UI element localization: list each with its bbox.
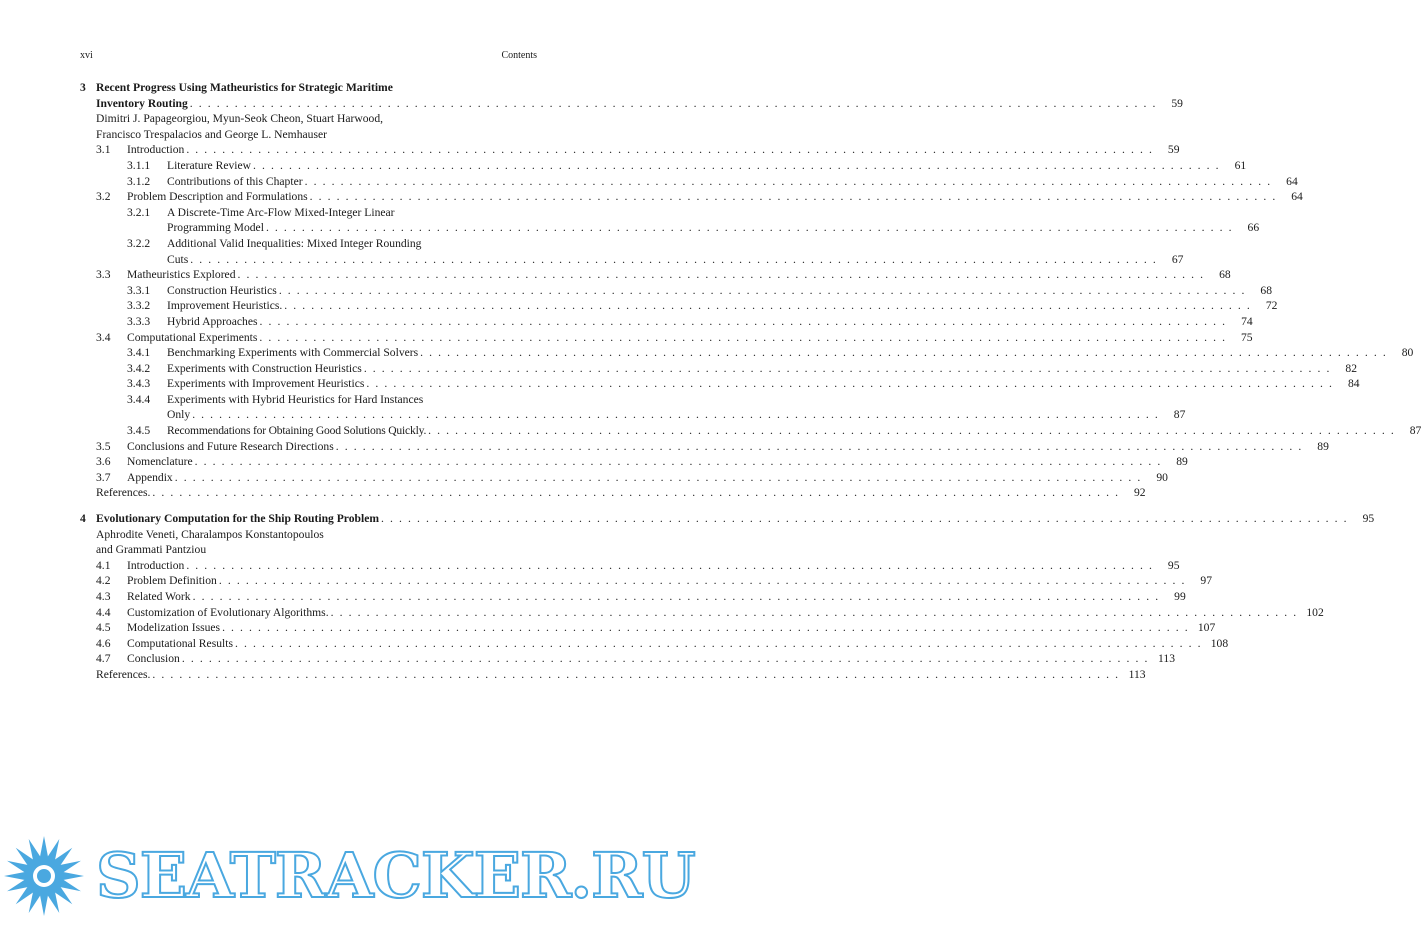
section-number: 4.3 [96,590,111,603]
dot-leader [190,96,1157,112]
section-title: Experiments with Construction Heuristics [167,361,362,375]
toc-section-3-3[interactable] [80,267,1231,283]
chapter-title: Inventory Routing [96,96,188,110]
watermark-text: SEATRACKER.RU [96,839,695,912]
page-number: 102 [1306,605,1324,619]
page-number: 113 [1128,667,1146,681]
section-number: 3.4.3 [127,377,151,391]
dot-leader [259,330,1226,346]
toc-references-ch4[interactable] [80,667,1146,683]
section-number: 3.3 [96,268,111,282]
page-number: 61 [1234,158,1247,172]
toc-subsection-3-1-1[interactable] [80,158,1247,174]
dot-leader [331,605,1298,621]
toc-subsection-3-2-2[interactable] [80,236,1184,267]
toc-section-3-2[interactable] [80,189,1303,205]
dot-leader [152,667,1119,683]
section-title: Matheuristics Explored [127,268,236,282]
section-number: 4.6 [96,636,111,650]
chapter-authors: Dimitri J. Papageorgiou, Myun-Seok Cheon, Stuart Harwood, [96,112,384,126]
page-number: 92 [1133,486,1146,500]
page-number: 82 [1345,361,1357,375]
chapter-authors: Aphrodite Veneti, Charalampos Konstantopoulos [96,527,324,541]
toc-subsection-3-4-2[interactable] [80,361,1357,377]
section-number: 3.2.2 [127,236,151,250]
page-number: 107 [1197,621,1216,635]
section-title: Benchmarking Experiments with Commercial Solvers [167,346,419,360]
chapter-authors: Francisco Trespalacios and George L. Nemhauser [96,127,327,141]
toc-section-4-3[interactable] [80,589,1186,605]
section-number: 3.3.2 [127,299,151,313]
section-number: 4.7 [96,652,111,666]
section-title: Cuts [167,252,189,266]
section-title: Computational Experiments [127,330,258,344]
section-number: 3.7 [96,470,111,484]
dot-leader [336,439,1303,455]
section-title: Computational Results [127,636,233,650]
section-number: 3.4.2 [127,361,151,375]
toc-section-3-5[interactable] [80,439,1329,455]
dot-leader [186,142,1153,158]
section-number: 3.1.2 [127,174,151,188]
dot-leader [420,345,1387,361]
section-number: 3.3.1 [127,283,151,297]
section-number: 4.5 [96,621,111,635]
page-number: 59 [1171,96,1183,110]
section-number: 3.3.3 [127,314,151,328]
toc-subsection-3-2-1[interactable] [80,205,1260,236]
chapter-number: 4 [80,512,86,526]
section-title: Experiments with Improvement Heuristics [167,377,365,391]
dot-leader [253,158,1220,174]
dot-leader [259,314,1226,330]
section-title: References. [96,667,151,681]
dot-leader [192,407,1159,423]
dot-leader [279,283,1246,299]
page-number: 113 [1158,652,1175,666]
dot-leader [238,267,1205,283]
section-number: 3.4 [96,330,111,344]
dot-leader [219,573,1186,589]
toc-subsection-3-1-2[interactable] [80,174,1298,190]
chapter-3-entry[interactable] [80,80,1183,142]
dot-leader [364,361,1331,377]
page-number: 64 [1291,190,1303,204]
dot-leader [175,470,1142,486]
page-number: 84 [1347,377,1360,391]
section-title: Nomenclature [127,455,193,469]
section-title: Experiments with Hybrid Heuristics for Hard Instances [167,392,424,406]
dot-leader [195,454,1162,470]
section-title: Conclusion [127,652,180,666]
toc-references-ch3[interactable] [80,485,1146,501]
section-title: Appendix [127,470,173,484]
dot-leader [428,423,1395,439]
page-number: 64 [1286,174,1298,188]
dot-leader [186,558,1153,574]
page-number: 87 [1173,408,1186,422]
table-of-contents [80,80,1421,683]
page-number: 89 [1176,455,1188,469]
section-number: 3.6 [96,455,111,469]
running-header-page-number: xvi [80,50,93,61]
section-title: Programming Model [167,221,264,235]
chapter-authors: and Grammati Pantziou [96,543,207,557]
section-title: Introduction [127,143,185,157]
chapter-title: Evolutionary Computation for the Ship Routing Problem [96,512,380,526]
section-title: Customization of Evolutionary Algorithms. [127,605,329,619]
section-number: 3.4.4 [127,392,151,406]
running-header-title: Contents [501,50,537,61]
section-number: 4.2 [96,574,111,588]
dot-leader [305,174,1272,190]
section-title: References. [96,486,151,500]
section-title: Improvement Heuristics. [167,299,283,313]
toc-section-3-6[interactable] [80,454,1188,470]
page-number: 95 [1362,512,1375,526]
section-number: 3.1.1 [127,158,151,172]
page-number: 74 [1241,314,1253,328]
dot-leader [310,189,1277,205]
toc-subsection-3-4-5[interactable] [80,423,1421,439]
dot-leader [190,252,1157,268]
section-number: 4.4 [96,605,111,619]
page-number: 108 [1210,636,1229,650]
page-number: 95 [1167,558,1180,572]
toc-subsection-3-4-4[interactable] [80,392,1186,423]
section-number: 3.2 [96,190,111,204]
page-number: 68 [1260,283,1272,297]
page-number: 97 [1200,574,1213,588]
dot-leader [182,651,1149,667]
toc-section-4-6[interactable] [80,636,1229,652]
chapter-number: 3 [80,81,86,94]
page-number: 67 [1171,252,1184,266]
page-number: 80 [1401,346,1414,360]
section-title: Contributions of this Chapter [167,174,303,188]
section-title: Modelization Issues [127,621,221,635]
toc-subsection-3-3-2[interactable] [80,298,1278,314]
toc-subsection-3-3-3[interactable] [80,314,1253,330]
section-title: Literature Review [167,158,252,172]
section-title: Only [167,408,191,422]
toc-section-3-4[interactable] [80,330,1253,346]
section-title: Hybrid Approaches [167,314,258,328]
dot-leader [193,589,1160,605]
toc-section-4-5[interactable] [80,620,1216,636]
section-number: 3.2.1 [127,205,151,219]
page-number: 89 [1317,439,1329,453]
page-number: 75 [1241,330,1253,344]
toc-section-4-4[interactable] [80,605,1324,621]
page-number: 66 [1247,221,1260,235]
toc-subsection-3-4-3[interactable] [80,376,1360,392]
page-number: 99 [1174,590,1186,603]
dot-leader [366,376,1333,392]
section-title: A Discrete-Time Arc-Flow Mixed-Integer Linear [167,205,395,219]
toc-subsection-3-3-1[interactable] [80,283,1272,299]
section-title: Recommendations for Obtaining Good Solutions Quickly. [167,424,427,438]
section-number: 3.4.1 [127,346,151,360]
chapter-title: Recent Progress Using Matheuristics for Strategic Maritime [96,81,393,94]
section-number: 3.1 [96,143,111,157]
page-number: 87 [1409,424,1421,438]
section-number: 3.4.5 [127,424,151,438]
toc-section-3-7[interactable] [80,470,1168,486]
page-number: 72 [1265,299,1278,313]
section-number: 3.5 [96,439,111,453]
toc-subsection-3-4-1[interactable] [80,345,1414,361]
toc-section-4-1[interactable] [80,558,1180,574]
dot-leader [152,485,1119,501]
section-title: Introduction [127,558,185,572]
section-title: Conclusions and Future Research Directions [127,439,334,453]
page-number: 59 [1167,143,1180,157]
chapter-4-entry[interactable] [80,511,1375,558]
section-number: 4.1 [96,558,111,572]
page-number: 90 [1156,470,1168,484]
dot-leader [266,220,1233,236]
section-title: Construction Heuristics [167,283,277,297]
section-title: Problem Description and Formulations [127,190,308,204]
section-title: Related Work [127,590,191,603]
toc-section-4-2[interactable] [80,573,1213,589]
page-number: 68 [1219,268,1231,282]
dot-leader [235,636,1202,652]
section-title: Additional Valid Inequalities: Mixed Integer Rounding [167,236,422,250]
dot-leader [222,620,1189,636]
dot-leader [381,511,1348,527]
section-title: Problem Definition [127,574,217,588]
toc-section-3-1[interactable] [80,142,1180,158]
dot-leader [284,298,1251,314]
toc-section-4-7[interactable] [80,651,1175,667]
